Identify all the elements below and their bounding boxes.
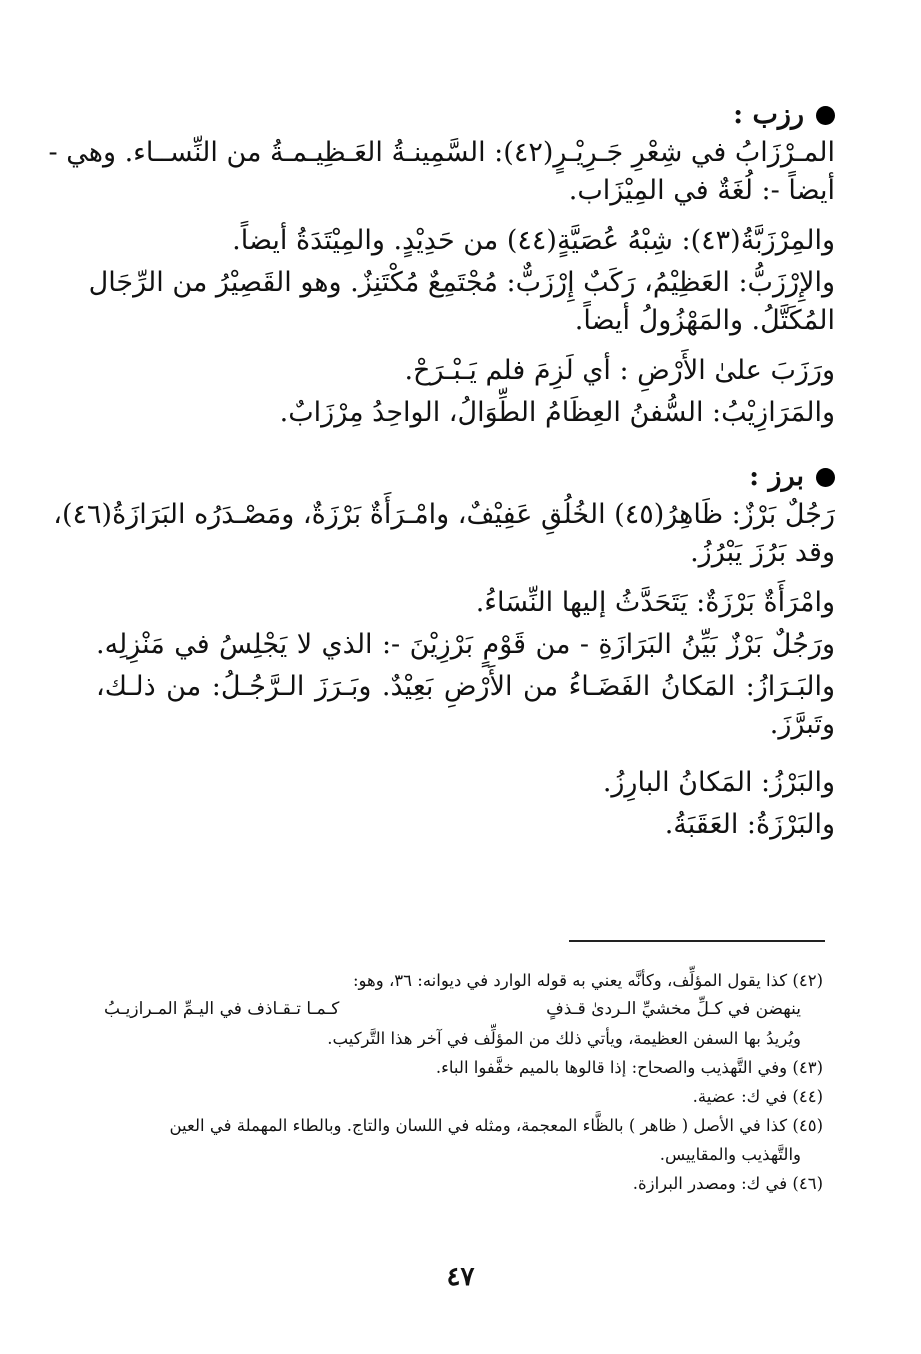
bullet-icon: [816, 106, 835, 125]
verse-second-hemistich: كـمـا تـقـاذف في اليـمِّ المـرازيـبُ: [104, 999, 340, 1019]
footnote-45-continuation: والتَّهذيب والمقاييس.: [659, 1145, 801, 1164]
entry-line: والبَرْزَةُ: العَقَبَةُ.: [664, 809, 835, 840]
entry-line: والبَـرَازُ: المَكانُ الفَضَـاءُ من الأَرْضِ بَعِيْدٌ. وبَـرَزَ الـرَّجُـلُ: من ذلـك،: [96, 671, 835, 702]
entry-heading-label: رزب :: [733, 99, 804, 130]
entry-line: رَجُلٌ بَرْزٌ: ظَاهِرُ(٤٥) الخُلُقِ عَفِيْفٌ، وامْـرَأَةٌ بَرْزَةٌ، ومَصْـدَرُه البَرَازَةُ(٤٦)،: [53, 499, 835, 530]
entry-heading-brz: [96, 458, 835, 496]
footnote-44: (٤٤) في ك: عضية.: [692, 1087, 823, 1106]
page-number: ٤٧: [446, 1262, 475, 1292]
footnotes: [104, 966, 823, 1198]
main-text: [48, 96, 835, 844]
footnote-divider: [569, 940, 825, 942]
entry-heading-label: برز :: [749, 461, 804, 492]
entry-line: ورَزَبَ علىٰ الأَرْضِ : أي لَزِمَ فلم يَـبْـرَحْ.: [404, 355, 835, 386]
entry-line: والبَرْزُ: المَكانُ البارِزُ.: [602, 767, 835, 798]
entry-line: والمِرْزَبَّةُ(٤٣): شِبْهُ عُصَيَّةٍ(٤٤) من حَدِيْدٍ. والمِيْتَدَةُ أيضاً.: [232, 225, 835, 256]
entry-line: وامْرَأَةٌ بَرْزَةٌ: يَتَحَدَّثُ إليها النِّسَاءُ.: [475, 587, 835, 618]
entry-line: ورَجُلٌ بَرْزٌ بَيِّنُ البَرَازَةِ - من قَوْمٍ بَرْزِيْنَ -: الذي لا يَجْلِسُ في مَنْزِلِه.: [96, 629, 835, 660]
verse-first-hemistich: ينهضن في كـلِّ مخشيِّ الـردىٰ قـذفٍ: [546, 999, 801, 1019]
footnote-42: (٤٢) كذا يقول المؤلِّف، وكأنَّه يعني به قوله الوارد في ديوانه: ٣٦، وهو:: [352, 971, 823, 990]
entry-line: وتَبرَّزَ.: [769, 709, 835, 740]
entry-line: المـرْزَابُ في شِعْرِ جَـرِيْـرٍ(٤٢): السَّمِينـةُ العَـظِيـمـةُ من النِّســاء. وهي -: [48, 137, 835, 168]
entry-heading-rzb: [96, 96, 835, 134]
footnote-45: (٤٥) كذا في الأصل ( ظاهر ) بالظَّاء المعجمة، ومثله في اللسان والتاج. وبالطاء المهملة في العين: [169, 1116, 823, 1135]
footnote-42-continuation: ويُريدُ بها السفن العظيمة، ويأتي ذلك من المؤلِّف في آخر هذا التَّركيب.: [327, 1029, 801, 1048]
entry-line: والمَرَازِيْبُ: السُّفنُ العِظَامُ الطِّوَالُ، الواحِدُ مِرْزَابٌ.: [279, 397, 835, 428]
entry-line: المُكَتَّلُ. والمَهْزُولُ أيضاً.: [574, 305, 835, 336]
footnote-42-verse: [104, 995, 823, 1024]
entry-line: أيضاً -: لُغَةٌ في المِيْزَاب.: [568, 175, 835, 206]
bullet-icon: [816, 468, 835, 487]
entry-line: وقد بَرُزَ يَبْرُزُ.: [690, 537, 835, 568]
footnote-43: (٤٣) وفي التَّهذيب والصحاح: إذا قالوها بالميم خفَّفوا الباء.: [435, 1058, 823, 1077]
entry-line: والإِرْزَبُّ: العَظِيْمُ، رَكَبٌ إِرْزَبٌّ: مُجْتَمِعٌ مُكْتَنِزٌ. وهو القَصِيْرُ من الرِّجَال: [88, 267, 835, 298]
footnote-46: (٤٦) في ك: ومصدر البرازة.: [632, 1174, 823, 1193]
